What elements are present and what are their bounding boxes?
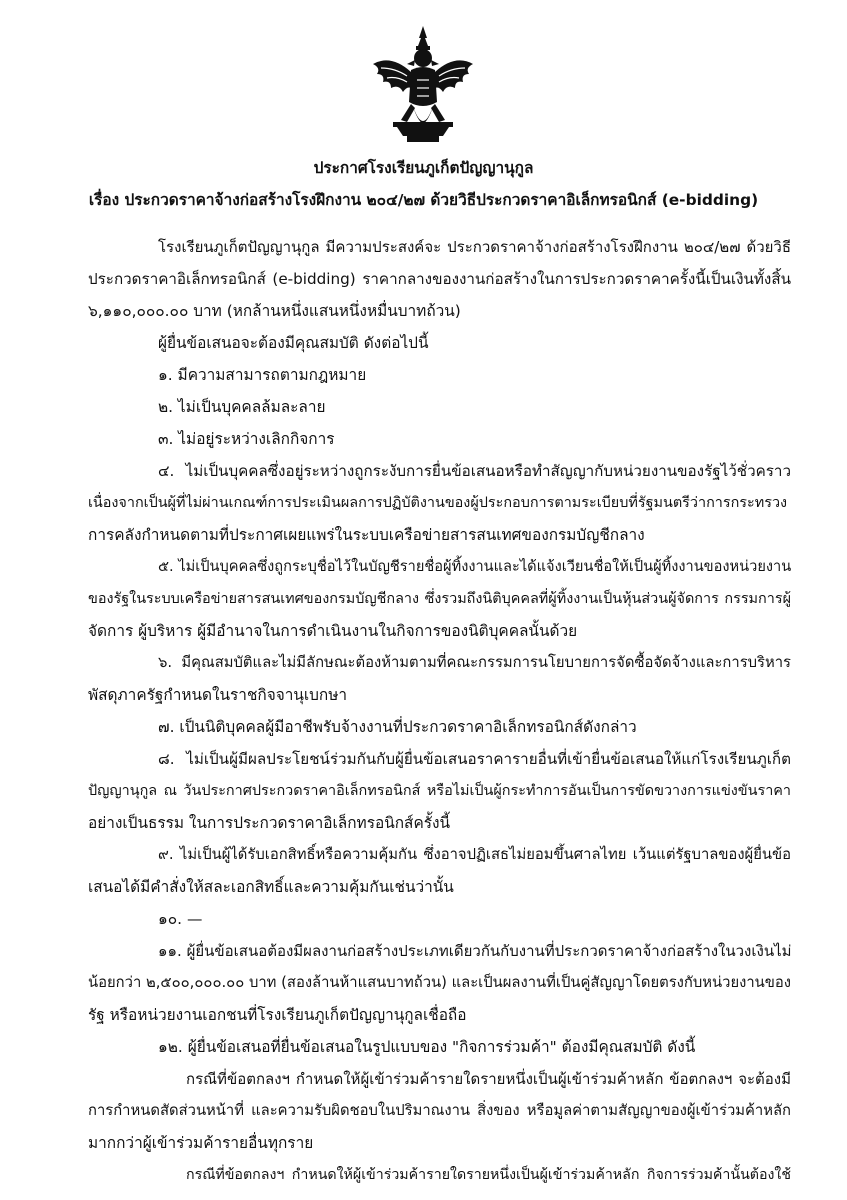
qualification-item-8-line-2: ปัญญานุกูล ณ วันประกาศประกวดราคาอิเล็กทรอนิกส์ หรือไม่เป็นผู้กระทำการอันเป็นการขัดขวางการแข่งขันราคา: [88, 783, 791, 799]
joint-venture-case-1-line-1: กรณีที่ข้อตกลงฯ กำหนดให้ผู้เข้าร่วมค้ารายใดรายหนึ่งเป็นผู้เข้าร่วมค้าหลัก ข้อตกลงฯ จะต้องมี: [186, 1070, 791, 1088]
qualification-item-2: ๒. ไม่เป็นบุคคลล้มละลาย: [158, 398, 326, 416]
qualification-item-6-line-1: ๖. มีคุณสมบัติและไม่มีลักษณะต้องห้ามตามที่คณะกรรมการนโยบายการจัดซื้อจัดจ้างและการบริหาร: [158, 654, 791, 671]
qualification-item-1: ๑. มีความสามารถตามกฎหมาย: [158, 366, 367, 384]
intro-line-2: ประกวดราคาอิเล็กทรอนิกส์ (e-bidding) ราคากลางของงานก่อสร้างในการประกวดราคาครั้งนี้เป็นเงินทั้งสิ้น: [88, 270, 791, 288]
intro-line-3: ๖,๑๑๐,๐๐๐.๐๐ บาท (หกล้านหนึ่งแสนหนึ่งหมื่นบาทถ้วน): [88, 302, 461, 320]
qualification-item-7: ๗. เป็นนิติบุคคลผู้มีอาชีพรับจ้างงานที่ประกวดราคาอิเล็กทรอนิกส์ดังกล่าว: [158, 718, 637, 736]
qualification-item-6-line-2: พัสดุภาครัฐกำหนดในราชกิจจานุเบกษา: [88, 686, 348, 704]
qualification-item-8-line-3: อย่างเป็นธรรม ในการประกวดราคาอิเล็กทรอนิกส์ครั้งนี้: [88, 814, 451, 832]
intro-line-1: โรงเรียนภูเก็ตปัญญานุกูล มีความประสงค์จะ ประกวดราคาจ้างก่อสร้างโรงฝึกงาน ๒๐๔/๒๗ ด้วยวิธี: [158, 238, 791, 256]
qualification-item-4-line-2: เนื่องจากเป็นผู้ที่ไม่ผ่านเกณฑ์การประเมินผลการปฏิบัติงานของผู้ประกอบการตามระเบียบที่รัฐมนตรีว่าการกระทรวง: [88, 495, 788, 511]
joint-venture-case-1-line-2: การกำหนดสัดส่วนหน้าที่ และความรับผิดชอบในปริมาณงาน สิ่งของ หรือมูลค่าตามสัญญาของผู้เข้าร่วมค้าหลัก: [88, 1102, 791, 1119]
qualification-item-3: ๓. ไม่อยู่ระหว่างเลิกกิจการ: [158, 430, 335, 448]
document-title: ประกาศโรงเรียนภูเก็ตปัญญานุกูล: [313, 159, 534, 177]
joint-venture-case-2-line-1: กรณีที่ข้อตกลงฯ กำหนดให้ผู้เข้าร่วมค้ารายใดรายหนึ่งเป็นผู้เข้าร่วมค้าหลัก กิจการร่วมค้านั้นต้องใช้: [186, 1167, 791, 1183]
qualification-item-11-line-2: น้อยกว่า ๒,๕๐๐,๐๐๐.๐๐ บาท (สองล้านห้าแสนบาทถ้วน) และเป็นผลงานที่เป็นคู่สัญญาโดยตรงกับหน่วยงานของ: [88, 974, 791, 991]
joint-venture-case-1-line-3: มากกว่าผู้เข้าร่วมค้ารายอื่นทุกราย: [88, 1134, 314, 1152]
qualification-item-4-line-3: การคลังกำหนดตามที่ประกาศเผยแพร่ในระบบเครือข่ายสารสนเทศของกรมบัญชีกลาง: [88, 526, 645, 544]
qualification-item-8-line-1: ๘. ไม่เป็นผู้มีผลประโยชน์ร่วมกันกับผู้ยื่นข้อเสนอราคารายอื่นที่เข้ายื่นข้อเสนอให้แก่โรงเรียนภูเก็ต: [158, 750, 791, 768]
qualification-item-11-line-1: ๑๑. ผู้ยื่นข้อเสนอต้องมีผลงานก่อสร้างประเภทเดียวกันกับงานที่ประกวดราคาจ้างก่อสร้างในวงเงินไม่: [158, 942, 792, 960]
qualification-item-9-line-1: ๙. ไม่เป็นผู้ได้รับเอกสิทธิ์หรือความคุ้มกัน ซึ่งอาจปฏิเสธไม่ยอมขึ้นศาลไทย เว้นแต่รัฐบาลของผู้ยื่นข้อ: [158, 846, 791, 863]
qualification-item-5-line-1: ๕. ไม่เป็นบุคคลซึ่งถูกระบุชื่อไว้ในบัญชีรายชื่อผู้ทิ้งงานและได้แจ้งเวียนชื่อให้เป็นผู้ทิ้งงานของหน่วยงาน: [158, 558, 792, 575]
qualification-item-12: ๑๒. ผู้ยื่นข้อเสนอที่ยื่นข้อเสนอในรูปแบบของ "กิจการร่วมค้า" ต้องมีคุณสมบัติ ดังนี้: [158, 1038, 696, 1056]
garuda-emblem-icon: [367, 24, 479, 146]
qualification-item-4-line-1: ๔. ไม่เป็นบุคคลซึ่งอยู่ระหว่างถูกระงับการยื่นข้อเสนอหรือทำสัญญากับหน่วยงานของรัฐไว้ชั่วคราว: [158, 462, 791, 480]
qualification-heading: ผู้ยื่นข้อเสนอจะต้องมีคุณสมบัติ ดังต่อไปนี้: [158, 334, 429, 352]
qualification-item-11-line-3: รัฐ หรือหน่วยงานเอกชนที่โรงเรียนภูเก็ตปัญญานุกูลเชื่อถือ: [88, 1006, 467, 1024]
qualification-item-5-line-3: จัดการ ผู้บริหาร ผู้มีอำนาจในการดำเนินงานในกิจการของนิติบุคคลนั้นด้วย: [88, 622, 578, 640]
qualification-item-5-line-2: ของรัฐในระบบเครือข่ายสารสนเทศของกรมบัญชีกลาง ซึ่งรวมถึงนิติบุคคลที่ผู้ทิ้งงานเป็นหุ้นส่วนผู้จัดการ กรรมการผู้: [88, 591, 791, 607]
qualification-item-10: ๑๐. —: [158, 910, 203, 928]
document-subject: เรื่อง ประกวดราคาจ้างก่อสร้างโรงฝึกงาน ๒๐๔/๒๗ ด้วยวิธีประกวดราคาอิเล็กทรอนิกส์ (e-bidding): [88, 191, 759, 209]
qualification-item-9-line-2: เสนอได้มีคำสั่งให้สละเอกสิทธิ์และความคุ้มกันเช่นว่านั้น: [88, 878, 454, 896]
